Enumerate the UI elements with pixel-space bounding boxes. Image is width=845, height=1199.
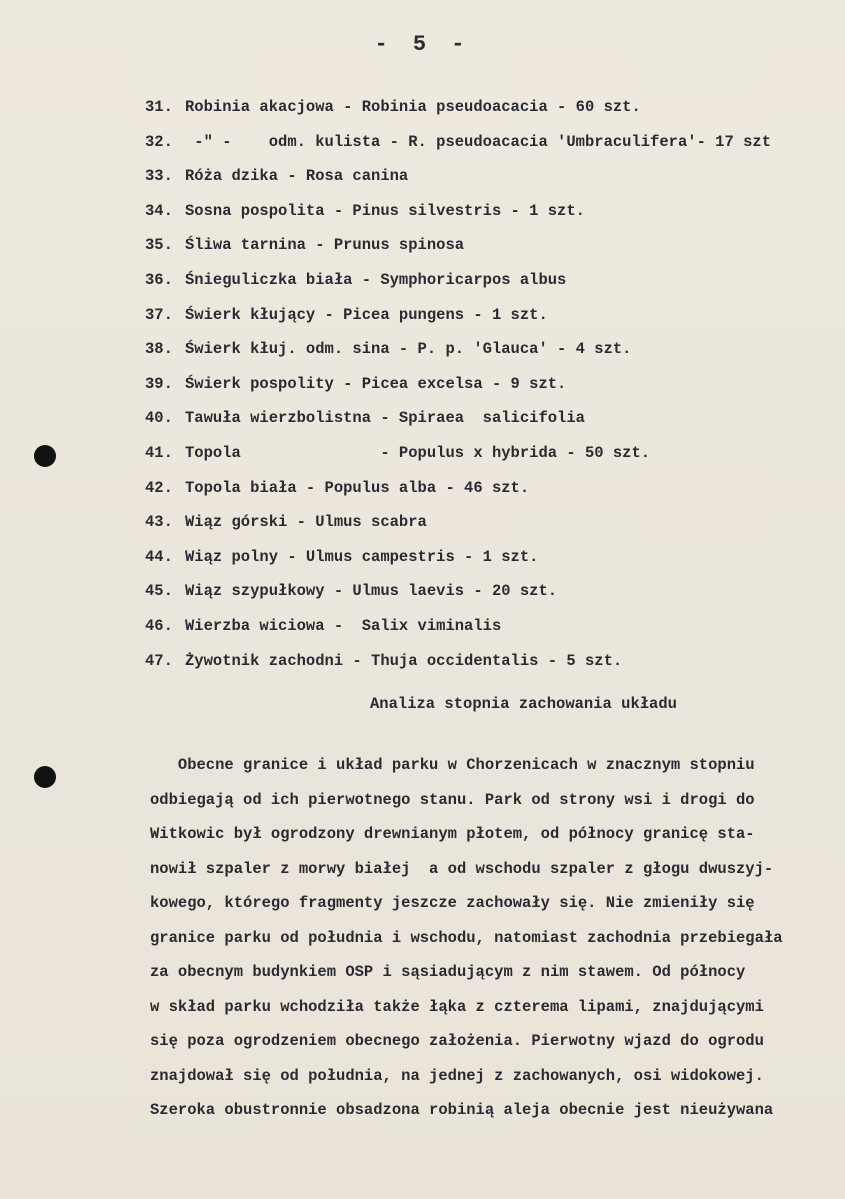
paragraph-line: kowego, którego fragmenty jeszcze zachowały się. Nie zmieniły się <box>150 894 755 912</box>
paragraph-line: Szeroka obustronnie obsadzona robinią aleja obecnie jest nieużywana <box>150 1101 774 1119</box>
list-item <box>145 644 845 679</box>
plant-list <box>145 90 845 678</box>
list-item <box>145 471 845 506</box>
item-text: Żywotnik zachodni - Thuja occidentalis - 5 szt. <box>185 651 623 670</box>
list-item <box>145 263 845 298</box>
item-text: Świerk kłujący - Picea pungens - 1 szt. <box>185 305 548 324</box>
paragraph-line: Obecne granice i układ parku w Chorzenicach w znacznym stopniu <box>150 756 755 774</box>
item-text: Świerk pospolity - Picea excelsa - 9 szt. <box>185 374 567 393</box>
item-text: Róża dzika - Rosa canina <box>185 167 409 186</box>
item-number: 37. <box>145 305 173 324</box>
list-item <box>145 609 845 644</box>
list-item <box>145 228 845 263</box>
item-number: 36. <box>145 270 173 289</box>
page-number: - 5 - <box>374 32 471 57</box>
paragraph-line: Witkowic był ogrodzony drewnianym płotem, od północy granicę sta- <box>150 825 755 843</box>
item-number: 45. <box>145 582 173 601</box>
list-item <box>145 401 845 436</box>
list-item <box>145 367 845 402</box>
item-text: Wiąz polny - Ulmus campestris - 1 szt. <box>185 547 539 566</box>
item-text: Śnieguliczka biała - Symphoricarpos albus <box>185 270 567 289</box>
item-text: Sosna pospolita - Pinus silvestris - 1 szt. <box>185 201 585 220</box>
item-number: 43. <box>145 513 173 532</box>
paragraph-line: się poza ogrodzeniem obecnego założenia. Pierwotny wjazd do ogrodu <box>150 1032 764 1050</box>
list-item <box>145 332 845 367</box>
item-number: 47. <box>145 651 173 670</box>
item-number: 35. <box>145 236 173 255</box>
item-text: Wierzba wiciowa - Salix viminalis <box>185 616 502 635</box>
paragraph-line: za obecnym budynkiem OSP i sąsiadującym z nim stawem. Od północy <box>150 963 746 981</box>
list-item <box>145 436 845 471</box>
list-item <box>145 574 845 609</box>
punch-hole-icon <box>34 445 56 467</box>
punch-hole-icon <box>34 766 56 788</box>
item-number: 39. <box>145 374 173 393</box>
list-item <box>145 90 845 125</box>
paragraph-line: nowił szpaler z morwy białej a od wschodu szpaler z głogu dwuszyj- <box>150 859 774 878</box>
item-text: Topola - Populus x hybrida - 50 szt. <box>185 443 651 462</box>
item-text: Wiąz szypułkowy - Ulmus laevis - 20 szt. <box>185 582 558 601</box>
item-number: 41. <box>145 443 173 462</box>
list-item <box>145 505 845 540</box>
item-number: 31. <box>145 98 173 116</box>
item-number: 46. <box>145 616 173 635</box>
body-paragraph <box>150 748 845 1128</box>
item-text: -" - odm. kulista - R. pseudoacacia 'Umbraculifera'- 17 szt <box>185 132 771 151</box>
section-heading: Analiza stopnia zachowania układu <box>370 695 677 713</box>
list-item <box>145 194 845 229</box>
item-number: 32. <box>145 132 173 151</box>
item-text: Wiąz górski - Ulmus scabra <box>185 513 427 532</box>
item-text: Świerk kłuj. odm. sina - P. p. 'Glauca' - 4 szt. <box>185 340 632 359</box>
item-number: 40. <box>145 409 173 428</box>
item-number: 34. <box>145 201 173 220</box>
item-number: 38. <box>145 340 173 359</box>
paragraph-line: znajdował się od południa, na jednej z zachowanych, osi widokowej. <box>150 1066 764 1085</box>
item-number: 44. <box>145 547 173 566</box>
item-text: Tawuła wierzbolistna - Spiraea salicifolia <box>185 409 585 428</box>
paragraph-line: w skład parku wchodziła także łąka z czterema lipami, znajdującymi <box>150 997 764 1016</box>
item-text: Śliwa tarnina - Prunus spinosa <box>185 236 465 255</box>
item-text: Topola biała - Populus alba - 46 szt. <box>185 478 530 497</box>
list-item <box>145 298 845 333</box>
paragraph-line: odbiegają od ich pierwotnego stanu. Park od strony wsi i drogi do <box>150 790 755 809</box>
item-text: Robinia akacjowa - Robinia pseudoacacia - 60 szt. <box>185 98 641 116</box>
list-item <box>145 125 845 160</box>
item-number: 42. <box>145 478 173 497</box>
item-number: 33. <box>145 167 173 186</box>
paragraph-line: granice parku od południa i wschodu, natomiast zachodnia przebiegała <box>150 928 783 947</box>
list-item <box>145 540 845 575</box>
list-item <box>145 159 845 194</box>
